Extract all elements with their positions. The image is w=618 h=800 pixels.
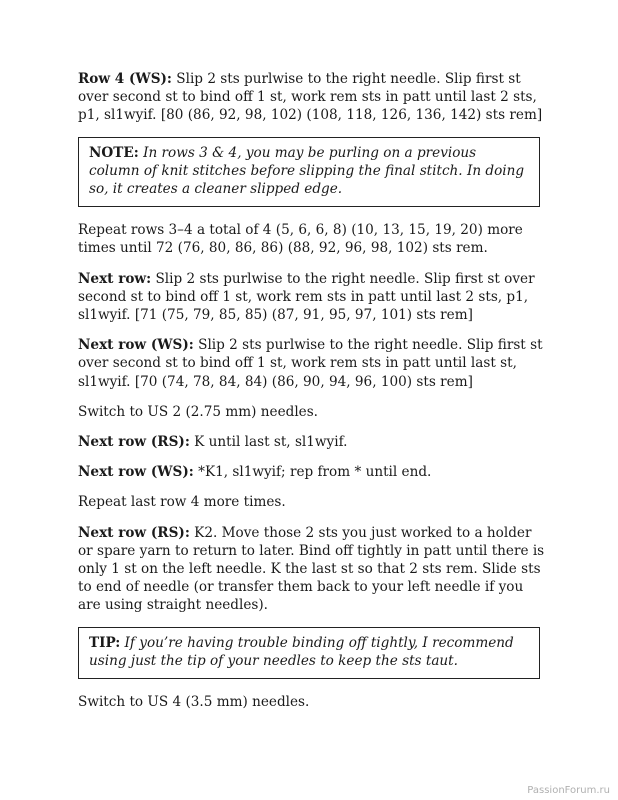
note-text: In rows 3 & 4, you may be purling on a previous column of knit stitches before slipping the final stitch. In doing so, it creates a cleaner slipped edge.	[89, 144, 525, 198]
next-row-4-label: Next row (WS):	[78, 464, 194, 481]
next-row-4-text: *K1, sl1wyif; rep from * until end.	[193, 464, 432, 481]
repeat-last-row: Repeat last row 4 more times.	[78, 494, 286, 511]
next-row-5	[78, 524, 548, 615]
switch-needles-1: Switch to US 2 (2.75 mm) needles.	[78, 403, 319, 420]
tip-box	[78, 627, 540, 679]
next-row-1-label: Next row:	[78, 270, 152, 287]
row-4-instruction	[78, 70, 548, 125]
next-row-3-text: K until last st, sl1wyif.	[189, 434, 348, 451]
row-4-label: Row 4 (WS):	[78, 71, 172, 87]
row-4-text: Slip 2 sts purlwise to the right needle. Slip first st over second st to bind off 1 st, work rem sts in patt until last 2 sts, p1, sl1wyif. [80 (86, 92, 98, 102) (108, 118, 126, 136, 142) sts rem]	[78, 71, 543, 124]
next-row-2-label: Next row (WS):	[78, 337, 194, 354]
next-row-3	[78, 433, 548, 451]
next-row-5-text: K2. Move those 2 sts you just worked to a holder or spare yarn to return to later. Bind off tightly in patt until there is only 1 st on the left needle. K the last st so that 2 sts rem. Slide sts to end of needle (or transfer them back to your left needle if you are using straight needles).	[78, 524, 545, 614]
next-row-5-label: Next row (RS):	[78, 524, 190, 541]
watermark: PassionForum.ru	[527, 785, 610, 796]
tip-label: TIP:	[89, 634, 121, 651]
next-row-4	[78, 463, 548, 481]
next-row-2-text: Slip 2 sts purlwise to the right needle. Slip first st over second st to bind off 1 st, work rem sts in patt until last st, sl1wyif. [70 (74, 78, 84, 84) (86, 90, 94, 96, 100) sts rem]	[78, 337, 543, 390]
next-row-1	[78, 270, 548, 325]
next-row-1-text: Slip 2 sts purlwise to the right needle. Slip first st over second st to bind off 1 st, work rem sts in patt until last 2 sts, p1, sl1wyif. [71 (75, 79, 85, 85) (87, 91, 95, 97, 101) sts rem]	[78, 270, 535, 324]
note-label: NOTE:	[89, 144, 139, 161]
note-box	[78, 137, 540, 208]
next-row-3-label: Next row (RS):	[78, 434, 190, 451]
switch-needles-2: Switch to US 4 (3.5 mm) needles.	[78, 694, 310, 711]
repeat-rows-paragraph: Repeat rows 3–4 a total of 4 (5, 6, 6, 8) (10, 13, 15, 19, 20) more times until 72 (76, 80, 86, 86) (88, 92, 96, 98, 102) sts rem.	[78, 222, 523, 257]
document-page	[78, 70, 548, 723]
tip-text: If you’re having trouble binding off tightly, I recommend using just the tip of your needles to keep the sts taut.	[89, 634, 514, 669]
next-row-2	[78, 336, 548, 391]
